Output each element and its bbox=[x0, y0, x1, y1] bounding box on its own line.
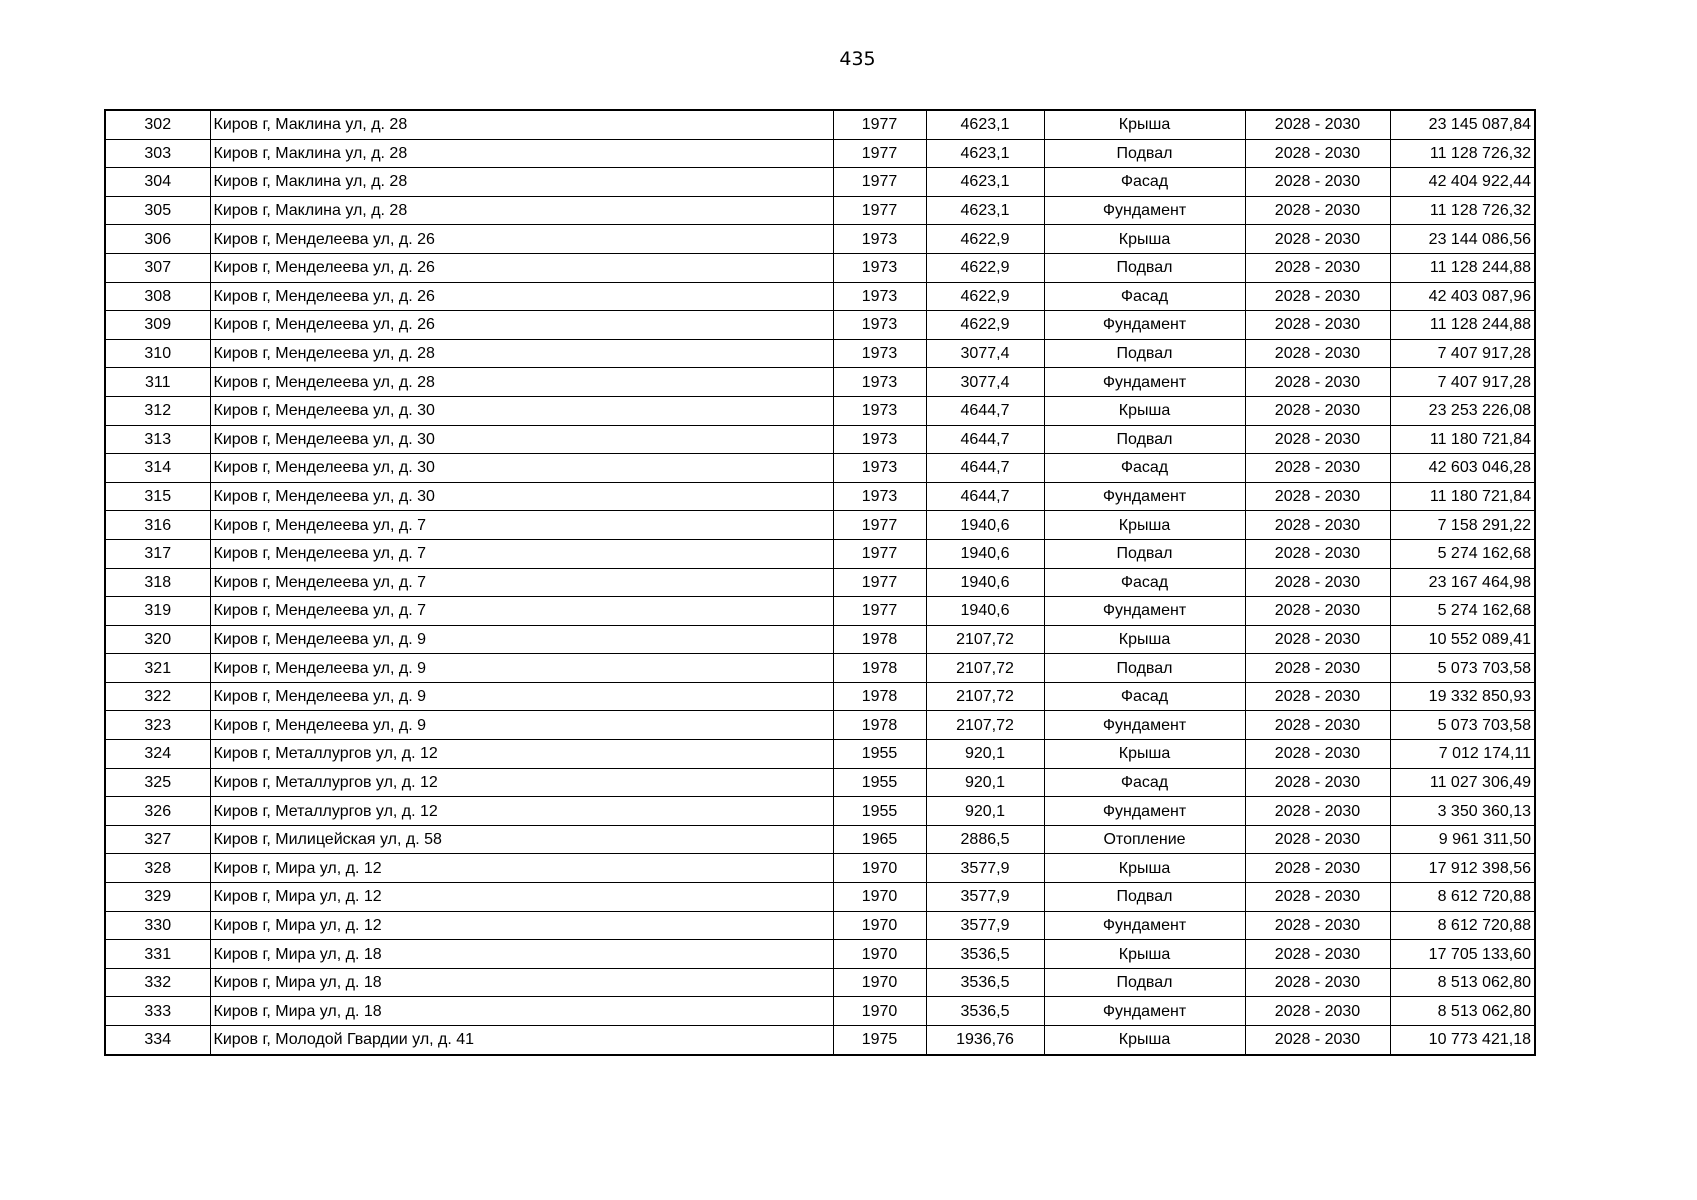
period-cell: 2028 - 2030 bbox=[1245, 1026, 1390, 1055]
area-cell: 2107,72 bbox=[926, 625, 1044, 654]
cost-cell: 23 167 464,98 bbox=[1390, 568, 1535, 597]
year-cell: 1970 bbox=[833, 968, 926, 997]
table-row bbox=[105, 940, 1535, 969]
cost-cell: 42 403 087,96 bbox=[1390, 282, 1535, 311]
row-number: 312 bbox=[105, 396, 210, 425]
table-row bbox=[105, 110, 1535, 139]
table-row bbox=[105, 168, 1535, 197]
address-cell: Киров г, Менделеева ул, д. 7 bbox=[210, 539, 833, 568]
row-number: 323 bbox=[105, 711, 210, 740]
year-cell: 1955 bbox=[833, 768, 926, 797]
row-number: 328 bbox=[105, 854, 210, 883]
year-cell: 1977 bbox=[833, 597, 926, 626]
year-cell: 1975 bbox=[833, 1026, 926, 1055]
year-cell: 1970 bbox=[833, 997, 926, 1026]
table-row bbox=[105, 740, 1535, 769]
address-cell: Киров г, Менделеева ул, д. 30 bbox=[210, 482, 833, 511]
year-cell: 1973 bbox=[833, 454, 926, 483]
period-cell: 2028 - 2030 bbox=[1245, 711, 1390, 740]
period-cell: 2028 - 2030 bbox=[1245, 482, 1390, 511]
year-cell: 1955 bbox=[833, 797, 926, 826]
work-type-cell: Фасад bbox=[1044, 568, 1245, 597]
table-row bbox=[105, 454, 1535, 483]
address-cell: Киров г, Менделеева ул, д. 26 bbox=[210, 225, 833, 254]
address-cell: Киров г, Менделеева ул, д. 7 bbox=[210, 597, 833, 626]
address-cell: Киров г, Мира ул, д. 18 bbox=[210, 997, 833, 1026]
work-type-cell: Крыша bbox=[1044, 854, 1245, 883]
work-type-cell: Отопление bbox=[1044, 825, 1245, 854]
row-number: 302 bbox=[105, 110, 210, 139]
year-cell: 1978 bbox=[833, 654, 926, 683]
cost-cell: 7 158 291,22 bbox=[1390, 511, 1535, 540]
year-cell: 1973 bbox=[833, 396, 926, 425]
year-cell: 1973 bbox=[833, 225, 926, 254]
cost-cell: 11 128 244,88 bbox=[1390, 311, 1535, 340]
row-number: 317 bbox=[105, 539, 210, 568]
area-cell: 2107,72 bbox=[926, 711, 1044, 740]
table-row bbox=[105, 539, 1535, 568]
work-type-cell: Подвал bbox=[1044, 139, 1245, 168]
cost-cell: 8 612 720,88 bbox=[1390, 911, 1535, 940]
period-cell: 2028 - 2030 bbox=[1245, 911, 1390, 940]
period-cell: 2028 - 2030 bbox=[1245, 539, 1390, 568]
row-number: 324 bbox=[105, 740, 210, 769]
cost-cell: 11 128 726,32 bbox=[1390, 196, 1535, 225]
period-cell: 2028 - 2030 bbox=[1245, 168, 1390, 197]
address-cell: Киров г, Металлургов ул, д. 12 bbox=[210, 797, 833, 826]
area-cell: 1940,6 bbox=[926, 511, 1044, 540]
year-cell: 1970 bbox=[833, 883, 926, 912]
table-row bbox=[105, 711, 1535, 740]
cost-cell: 7 407 917,28 bbox=[1390, 339, 1535, 368]
area-cell: 1940,6 bbox=[926, 539, 1044, 568]
year-cell: 1977 bbox=[833, 168, 926, 197]
period-cell: 2028 - 2030 bbox=[1245, 253, 1390, 282]
row-number: 309 bbox=[105, 311, 210, 340]
year-cell: 1970 bbox=[833, 854, 926, 883]
table-row bbox=[105, 396, 1535, 425]
row-number: 308 bbox=[105, 282, 210, 311]
row-number: 311 bbox=[105, 368, 210, 397]
period-cell: 2028 - 2030 bbox=[1245, 396, 1390, 425]
area-cell: 920,1 bbox=[926, 740, 1044, 769]
address-cell: Киров г, Маклина ул, д. 28 bbox=[210, 196, 833, 225]
table-row bbox=[105, 997, 1535, 1026]
cost-cell: 11 027 306,49 bbox=[1390, 768, 1535, 797]
work-type-cell: Фундамент bbox=[1044, 911, 1245, 940]
area-cell: 2886,5 bbox=[926, 825, 1044, 854]
work-type-cell: Крыша bbox=[1044, 511, 1245, 540]
year-cell: 1970 bbox=[833, 911, 926, 940]
period-cell: 2028 - 2030 bbox=[1245, 968, 1390, 997]
address-cell: Киров г, Менделеева ул, д. 28 bbox=[210, 339, 833, 368]
area-cell: 3536,5 bbox=[926, 968, 1044, 997]
address-cell: Киров г, Менделеева ул, д. 26 bbox=[210, 282, 833, 311]
address-cell: Киров г, Мира ул, д. 12 bbox=[210, 854, 833, 883]
address-cell: Киров г, Менделеева ул, д. 26 bbox=[210, 253, 833, 282]
address-cell: Киров г, Менделеева ул, д. 30 bbox=[210, 454, 833, 483]
address-cell: Киров г, Молодой Гвардии ул, д. 41 bbox=[210, 1026, 833, 1055]
work-type-cell: Фундамент bbox=[1044, 311, 1245, 340]
address-cell: Киров г, Менделеева ул, д. 26 bbox=[210, 311, 833, 340]
area-cell: 1940,6 bbox=[926, 568, 1044, 597]
address-cell: Киров г, Мира ул, д. 18 bbox=[210, 940, 833, 969]
table-row bbox=[105, 597, 1535, 626]
row-number: 325 bbox=[105, 768, 210, 797]
address-cell: Киров г, Мира ул, д. 12 bbox=[210, 911, 833, 940]
work-type-cell: Фасад bbox=[1044, 168, 1245, 197]
row-number: 329 bbox=[105, 883, 210, 912]
year-cell: 1977 bbox=[833, 511, 926, 540]
row-number: 319 bbox=[105, 597, 210, 626]
address-cell: Киров г, Менделеева ул, д. 30 bbox=[210, 425, 833, 454]
work-type-cell: Крыша bbox=[1044, 1026, 1245, 1055]
period-cell: 2028 - 2030 bbox=[1245, 511, 1390, 540]
work-type-cell: Фундамент bbox=[1044, 597, 1245, 626]
work-type-cell: Фундамент bbox=[1044, 482, 1245, 511]
area-cell: 4622,9 bbox=[926, 311, 1044, 340]
area-cell: 4623,1 bbox=[926, 139, 1044, 168]
period-cell: 2028 - 2030 bbox=[1245, 883, 1390, 912]
table-row bbox=[105, 482, 1535, 511]
cost-cell: 11 180 721,84 bbox=[1390, 482, 1535, 511]
address-cell: Киров г, Маклина ул, д. 28 bbox=[210, 110, 833, 139]
cost-cell: 42 404 922,44 bbox=[1390, 168, 1535, 197]
cost-cell: 11 128 244,88 bbox=[1390, 253, 1535, 282]
cost-cell: 11 128 726,32 bbox=[1390, 139, 1535, 168]
address-cell: Киров г, Менделеева ул, д. 28 bbox=[210, 368, 833, 397]
table-row bbox=[105, 568, 1535, 597]
area-cell: 3577,9 bbox=[926, 911, 1044, 940]
table-row bbox=[105, 368, 1535, 397]
table-row bbox=[105, 311, 1535, 340]
table-row bbox=[105, 854, 1535, 883]
work-type-cell: Фасад bbox=[1044, 768, 1245, 797]
cost-cell: 8 612 720,88 bbox=[1390, 883, 1535, 912]
table-row bbox=[105, 968, 1535, 997]
table-row bbox=[105, 682, 1535, 711]
period-cell: 2028 - 2030 bbox=[1245, 997, 1390, 1026]
work-type-cell: Фасад bbox=[1044, 282, 1245, 311]
work-type-cell: Подвал bbox=[1044, 253, 1245, 282]
area-cell: 3577,9 bbox=[926, 883, 1044, 912]
page-number: 435 bbox=[839, 48, 876, 70]
table-row bbox=[105, 339, 1535, 368]
area-cell: 3577,9 bbox=[926, 854, 1044, 883]
repair-schedule-table bbox=[104, 109, 1536, 1056]
row-number: 332 bbox=[105, 968, 210, 997]
cost-cell: 19 332 850,93 bbox=[1390, 682, 1535, 711]
row-number: 318 bbox=[105, 568, 210, 597]
address-cell: Киров г, Металлургов ул, д. 12 bbox=[210, 740, 833, 769]
area-cell: 2107,72 bbox=[926, 682, 1044, 711]
cost-cell: 7 012 174,11 bbox=[1390, 740, 1535, 769]
area-cell: 3536,5 bbox=[926, 997, 1044, 1026]
address-cell: Киров г, Менделеева ул, д. 9 bbox=[210, 625, 833, 654]
row-number: 326 bbox=[105, 797, 210, 826]
row-number: 313 bbox=[105, 425, 210, 454]
work-type-cell: Подвал bbox=[1044, 654, 1245, 683]
address-cell: Киров г, Маклина ул, д. 28 bbox=[210, 139, 833, 168]
work-type-cell: Подвал bbox=[1044, 339, 1245, 368]
address-cell: Киров г, Менделеева ул, д. 7 bbox=[210, 568, 833, 597]
area-cell: 3077,4 bbox=[926, 339, 1044, 368]
cost-cell: 5 073 703,58 bbox=[1390, 711, 1535, 740]
cost-cell: 10 552 089,41 bbox=[1390, 625, 1535, 654]
area-cell: 4623,1 bbox=[926, 168, 1044, 197]
table-row bbox=[105, 883, 1535, 912]
cost-cell: 23 144 086,56 bbox=[1390, 225, 1535, 254]
area-cell: 4622,9 bbox=[926, 282, 1044, 311]
table-row bbox=[105, 511, 1535, 540]
table-row bbox=[105, 225, 1535, 254]
work-type-cell: Крыша bbox=[1044, 625, 1245, 654]
period-cell: 2028 - 2030 bbox=[1245, 825, 1390, 854]
row-number: 315 bbox=[105, 482, 210, 511]
area-cell: 920,1 bbox=[926, 797, 1044, 826]
period-cell: 2028 - 2030 bbox=[1245, 740, 1390, 769]
area-cell: 4644,7 bbox=[926, 482, 1044, 511]
row-number: 304 bbox=[105, 168, 210, 197]
work-type-cell: Подвал bbox=[1044, 425, 1245, 454]
table-row bbox=[105, 1026, 1535, 1055]
cost-cell: 17 912 398,56 bbox=[1390, 854, 1535, 883]
year-cell: 1965 bbox=[833, 825, 926, 854]
work-type-cell: Крыша bbox=[1044, 940, 1245, 969]
cost-cell: 17 705 133,60 bbox=[1390, 940, 1535, 969]
work-type-cell: Фундамент bbox=[1044, 196, 1245, 225]
area-cell: 4644,7 bbox=[926, 454, 1044, 483]
address-cell: Киров г, Менделеева ул, д. 7 bbox=[210, 511, 833, 540]
table-row bbox=[105, 797, 1535, 826]
year-cell: 1977 bbox=[833, 139, 926, 168]
table-row bbox=[105, 425, 1535, 454]
period-cell: 2028 - 2030 bbox=[1245, 311, 1390, 340]
area-cell: 4622,9 bbox=[926, 225, 1044, 254]
period-cell: 2028 - 2030 bbox=[1245, 682, 1390, 711]
area-cell: 4623,1 bbox=[926, 196, 1044, 225]
table-body bbox=[105, 110, 1535, 1055]
table-row bbox=[105, 253, 1535, 282]
work-type-cell: Крыша bbox=[1044, 740, 1245, 769]
area-cell: 2107,72 bbox=[926, 654, 1044, 683]
period-cell: 2028 - 2030 bbox=[1245, 225, 1390, 254]
row-number: 334 bbox=[105, 1026, 210, 1055]
work-type-cell: Крыша bbox=[1044, 110, 1245, 139]
row-number: 306 bbox=[105, 225, 210, 254]
cost-cell: 10 773 421,18 bbox=[1390, 1026, 1535, 1055]
cost-cell: 23 145 087,84 bbox=[1390, 110, 1535, 139]
area-cell: 4623,1 bbox=[926, 110, 1044, 139]
table-row bbox=[105, 196, 1535, 225]
cost-cell: 7 407 917,28 bbox=[1390, 368, 1535, 397]
row-number: 320 bbox=[105, 625, 210, 654]
period-cell: 2028 - 2030 bbox=[1245, 597, 1390, 626]
row-number: 316 bbox=[105, 511, 210, 540]
cost-cell: 23 253 226,08 bbox=[1390, 396, 1535, 425]
year-cell: 1973 bbox=[833, 425, 926, 454]
address-cell: Киров г, Мира ул, д. 12 bbox=[210, 883, 833, 912]
year-cell: 1973 bbox=[833, 368, 926, 397]
row-number: 305 bbox=[105, 196, 210, 225]
year-cell: 1978 bbox=[833, 682, 926, 711]
row-number: 314 bbox=[105, 454, 210, 483]
work-type-cell: Фундамент bbox=[1044, 997, 1245, 1026]
table-row bbox=[105, 654, 1535, 683]
area-cell: 3536,5 bbox=[926, 940, 1044, 969]
cost-cell: 3 350 360,13 bbox=[1390, 797, 1535, 826]
area-cell: 4622,9 bbox=[926, 253, 1044, 282]
work-type-cell: Фасад bbox=[1044, 454, 1245, 483]
year-cell: 1978 bbox=[833, 625, 926, 654]
year-cell: 1970 bbox=[833, 940, 926, 969]
table-row bbox=[105, 139, 1535, 168]
year-cell: 1973 bbox=[833, 282, 926, 311]
cost-cell: 11 180 721,84 bbox=[1390, 425, 1535, 454]
table-row bbox=[105, 825, 1535, 854]
work-type-cell: Крыша bbox=[1044, 396, 1245, 425]
area-cell: 4644,7 bbox=[926, 425, 1044, 454]
period-cell: 2028 - 2030 bbox=[1245, 110, 1390, 139]
row-number: 307 bbox=[105, 253, 210, 282]
year-cell: 1977 bbox=[833, 568, 926, 597]
period-cell: 2028 - 2030 bbox=[1245, 854, 1390, 883]
cost-cell: 8 513 062,80 bbox=[1390, 968, 1535, 997]
table-row bbox=[105, 768, 1535, 797]
work-type-cell: Крыша bbox=[1044, 225, 1245, 254]
cost-cell: 5 274 162,68 bbox=[1390, 597, 1535, 626]
year-cell: 1977 bbox=[833, 110, 926, 139]
address-cell: Киров г, Менделеева ул, д. 9 bbox=[210, 682, 833, 711]
address-cell: Киров г, Менделеева ул, д. 9 bbox=[210, 654, 833, 683]
cost-cell: 5 274 162,68 bbox=[1390, 539, 1535, 568]
row-number: 310 bbox=[105, 339, 210, 368]
year-cell: 1973 bbox=[833, 339, 926, 368]
cost-cell: 9 961 311,50 bbox=[1390, 825, 1535, 854]
period-cell: 2028 - 2030 bbox=[1245, 940, 1390, 969]
table-row bbox=[105, 625, 1535, 654]
row-number: 331 bbox=[105, 940, 210, 969]
year-cell: 1955 bbox=[833, 740, 926, 769]
work-type-cell: Фасад bbox=[1044, 682, 1245, 711]
period-cell: 2028 - 2030 bbox=[1245, 797, 1390, 826]
work-type-cell: Фундамент bbox=[1044, 797, 1245, 826]
table-row bbox=[105, 911, 1535, 940]
area-cell: 1936,76 bbox=[926, 1026, 1044, 1055]
year-cell: 1973 bbox=[833, 482, 926, 511]
address-cell: Киров г, Мира ул, д. 18 bbox=[210, 968, 833, 997]
area-cell: 4644,7 bbox=[926, 396, 1044, 425]
year-cell: 1973 bbox=[833, 311, 926, 340]
period-cell: 2028 - 2030 bbox=[1245, 139, 1390, 168]
address-cell: Киров г, Маклина ул, д. 28 bbox=[210, 168, 833, 197]
address-cell: Киров г, Милицейская ул, д. 58 bbox=[210, 825, 833, 854]
work-type-cell: Подвал bbox=[1044, 968, 1245, 997]
address-cell: Киров г, Менделеева ул, д. 9 bbox=[210, 711, 833, 740]
row-number: 333 bbox=[105, 997, 210, 1026]
address-cell: Киров г, Металлургов ул, д. 12 bbox=[210, 768, 833, 797]
period-cell: 2028 - 2030 bbox=[1245, 768, 1390, 797]
row-number: 327 bbox=[105, 825, 210, 854]
year-cell: 1973 bbox=[833, 253, 926, 282]
period-cell: 2028 - 2030 bbox=[1245, 625, 1390, 654]
period-cell: 2028 - 2030 bbox=[1245, 196, 1390, 225]
cost-cell: 42 603 046,28 bbox=[1390, 454, 1535, 483]
area-cell: 1940,6 bbox=[926, 597, 1044, 626]
period-cell: 2028 - 2030 bbox=[1245, 425, 1390, 454]
area-cell: 3077,4 bbox=[926, 368, 1044, 397]
row-number: 322 bbox=[105, 682, 210, 711]
address-cell: Киров г, Менделеева ул, д. 30 bbox=[210, 396, 833, 425]
year-cell: 1977 bbox=[833, 196, 926, 225]
work-type-cell: Подвал bbox=[1044, 883, 1245, 912]
year-cell: 1978 bbox=[833, 711, 926, 740]
row-number: 330 bbox=[105, 911, 210, 940]
period-cell: 2028 - 2030 bbox=[1245, 454, 1390, 483]
row-number: 303 bbox=[105, 139, 210, 168]
period-cell: 2028 - 2030 bbox=[1245, 568, 1390, 597]
work-type-cell: Фундамент bbox=[1044, 368, 1245, 397]
table-row bbox=[105, 282, 1535, 311]
year-cell: 1977 bbox=[833, 539, 926, 568]
period-cell: 2028 - 2030 bbox=[1245, 339, 1390, 368]
row-number: 321 bbox=[105, 654, 210, 683]
period-cell: 2028 - 2030 bbox=[1245, 282, 1390, 311]
period-cell: 2028 - 2030 bbox=[1245, 654, 1390, 683]
cost-cell: 5 073 703,58 bbox=[1390, 654, 1535, 683]
work-type-cell: Подвал bbox=[1044, 539, 1245, 568]
work-type-cell: Фундамент bbox=[1044, 711, 1245, 740]
period-cell: 2028 - 2030 bbox=[1245, 368, 1390, 397]
cost-cell: 8 513 062,80 bbox=[1390, 997, 1535, 1026]
area-cell: 920,1 bbox=[926, 768, 1044, 797]
